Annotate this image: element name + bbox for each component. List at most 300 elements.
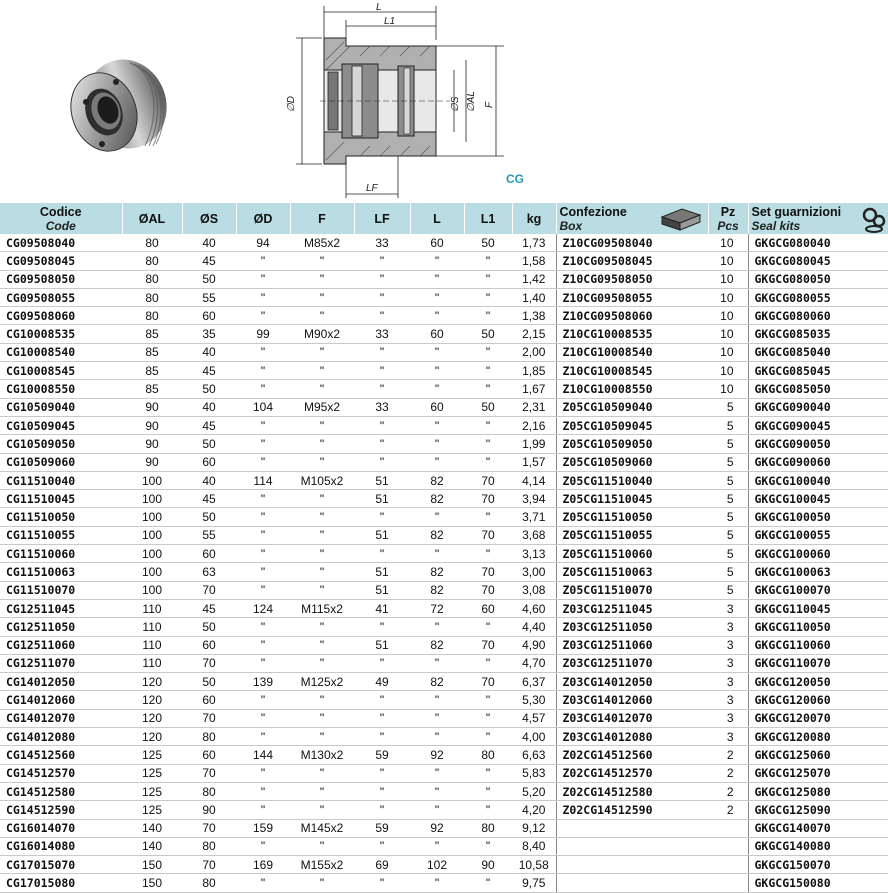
cell-l1: " bbox=[464, 618, 512, 636]
cell-seal: GKGCG100060 bbox=[748, 545, 888, 563]
cell-lf: " bbox=[354, 453, 410, 471]
cell-code: CG14012080 bbox=[0, 728, 122, 746]
cell-lf: 69 bbox=[354, 856, 410, 874]
cell-al: 125 bbox=[122, 801, 182, 819]
cell-code: CG12511050 bbox=[0, 618, 122, 636]
cell-code: CG12511045 bbox=[0, 599, 122, 617]
cell-kg: 3,00 bbox=[512, 563, 556, 581]
cell-al: 140 bbox=[122, 819, 182, 837]
cell-f: " bbox=[290, 654, 354, 672]
cell-kg: 5,20 bbox=[512, 782, 556, 800]
header-code-label: Codice bbox=[39, 204, 82, 219]
cell-l: " bbox=[410, 416, 464, 434]
cell-s: 40 bbox=[182, 234, 236, 252]
cell-box bbox=[556, 837, 708, 855]
cell-kg: 6,37 bbox=[512, 673, 556, 691]
cell-lf: 49 bbox=[354, 673, 410, 691]
table-row bbox=[0, 288, 888, 306]
cell-s: 55 bbox=[182, 288, 236, 306]
cell-code: CG14512590 bbox=[0, 801, 122, 819]
cell-l1: " bbox=[464, 874, 512, 892]
cell-seal: GKGCG110050 bbox=[748, 618, 888, 636]
cell-kg: 6,63 bbox=[512, 746, 556, 764]
cell-s: 80 bbox=[182, 782, 236, 800]
cell-kg: 1,85 bbox=[512, 362, 556, 380]
cell-al: 85 bbox=[122, 380, 182, 398]
cell-l: " bbox=[410, 307, 464, 325]
cell-pcs: 2 bbox=[708, 782, 748, 800]
cell-l: " bbox=[410, 691, 464, 709]
cell-al: 90 bbox=[122, 416, 182, 434]
cell-l1: " bbox=[464, 837, 512, 855]
cell-s: 50 bbox=[182, 508, 236, 526]
cell-lf: 33 bbox=[354, 325, 410, 343]
header-kg: kg bbox=[512, 203, 556, 234]
cell-l: 60 bbox=[410, 398, 464, 416]
cell-box: Z02CG14512560 bbox=[556, 746, 708, 764]
cell-seal: GKGCG125060 bbox=[748, 746, 888, 764]
cell-f: " bbox=[290, 252, 354, 270]
cell-al: 120 bbox=[122, 728, 182, 746]
cell-al: 140 bbox=[122, 837, 182, 855]
cell-al: 90 bbox=[122, 453, 182, 471]
product-table bbox=[0, 203, 888, 893]
cell-l1: " bbox=[464, 270, 512, 288]
table-row bbox=[0, 856, 888, 874]
cell-al: 150 bbox=[122, 874, 182, 892]
cell-s: 40 bbox=[182, 343, 236, 361]
cell-box: Z03CG12511050 bbox=[556, 618, 708, 636]
cell-l: " bbox=[410, 288, 464, 306]
cell-s: 70 bbox=[182, 709, 236, 727]
cell-l1: " bbox=[464, 545, 512, 563]
cell-lf: " bbox=[354, 288, 410, 306]
cell-pcs: 3 bbox=[708, 728, 748, 746]
header-l1: L1 bbox=[464, 203, 512, 234]
cell-f: " bbox=[290, 380, 354, 398]
cell-box: Z10CG09508045 bbox=[556, 252, 708, 270]
cell-box: Z02CG14512570 bbox=[556, 764, 708, 782]
cell-code: CG09508060 bbox=[0, 307, 122, 325]
cell-al: 110 bbox=[122, 636, 182, 654]
cell-s: 50 bbox=[182, 618, 236, 636]
cell-l: " bbox=[410, 782, 464, 800]
cell-seal: GKGCG120060 bbox=[748, 691, 888, 709]
cell-seal: GKGCG085035 bbox=[748, 325, 888, 343]
cell-f: " bbox=[290, 343, 354, 361]
cell-lf: " bbox=[354, 654, 410, 672]
cell-d: " bbox=[236, 691, 290, 709]
cell-box: Z05CG10509060 bbox=[556, 453, 708, 471]
cell-lf: " bbox=[354, 380, 410, 398]
cell-lf: 51 bbox=[354, 471, 410, 489]
cell-box: Z05CG11510055 bbox=[556, 526, 708, 544]
cell-l: " bbox=[410, 270, 464, 288]
cell-al: 110 bbox=[122, 654, 182, 672]
cell-f: " bbox=[290, 563, 354, 581]
cell-s: 60 bbox=[182, 307, 236, 325]
cell-box: Z05CG11510060 bbox=[556, 545, 708, 563]
cell-f: M115x2 bbox=[290, 599, 354, 617]
cell-f: " bbox=[290, 636, 354, 654]
table-row bbox=[0, 673, 888, 691]
cell-f: M155x2 bbox=[290, 856, 354, 874]
cell-s: 70 bbox=[182, 819, 236, 837]
cell-seal: GKGCG100070 bbox=[748, 581, 888, 599]
cell-l1: " bbox=[464, 435, 512, 453]
cell-box: Z02CG14512580 bbox=[556, 782, 708, 800]
cell-code: CG11510063 bbox=[0, 563, 122, 581]
cell-box: Z02CG14512590 bbox=[556, 801, 708, 819]
cell-f: " bbox=[290, 581, 354, 599]
cell-d: " bbox=[236, 563, 290, 581]
cell-al: 100 bbox=[122, 471, 182, 489]
cell-code: CG11510050 bbox=[0, 508, 122, 526]
cell-pcs: 3 bbox=[708, 654, 748, 672]
header-box-sub: Box bbox=[559, 218, 583, 233]
cell-s: 50 bbox=[182, 270, 236, 288]
cell-s: 45 bbox=[182, 362, 236, 380]
cell-pcs: 10 bbox=[708, 362, 748, 380]
cell-pcs: 5 bbox=[708, 526, 748, 544]
cell-box: Z10CG09508060 bbox=[556, 307, 708, 325]
cell-pcs bbox=[708, 837, 748, 855]
cell-d: " bbox=[236, 654, 290, 672]
cell-seal: GKGCG110070 bbox=[748, 654, 888, 672]
cell-seal: GKGCG080040 bbox=[748, 234, 888, 252]
cell-l: " bbox=[410, 380, 464, 398]
cell-f: " bbox=[290, 874, 354, 892]
cell-al: 85 bbox=[122, 325, 182, 343]
cell-al: 80 bbox=[122, 288, 182, 306]
cell-kg: 9,75 bbox=[512, 874, 556, 892]
cell-kg: 1,42 bbox=[512, 270, 556, 288]
cell-code: CG09508045 bbox=[0, 252, 122, 270]
cell-l: 82 bbox=[410, 581, 464, 599]
cell-lf: 51 bbox=[354, 581, 410, 599]
table-row bbox=[0, 801, 888, 819]
cell-s: 70 bbox=[182, 764, 236, 782]
cell-d: " bbox=[236, 837, 290, 855]
cell-kg: 5,83 bbox=[512, 764, 556, 782]
cell-box: Z10CG10008550 bbox=[556, 380, 708, 398]
cell-l: " bbox=[410, 728, 464, 746]
cell-d: " bbox=[236, 380, 290, 398]
cell-l: " bbox=[410, 252, 464, 270]
header-seal bbox=[748, 203, 888, 234]
cell-code: CG10509050 bbox=[0, 435, 122, 453]
cell-kg: 1,58 bbox=[512, 252, 556, 270]
cell-pcs: 10 bbox=[708, 307, 748, 325]
table-row bbox=[0, 307, 888, 325]
cell-d: " bbox=[236, 490, 290, 508]
cell-kg: 4,00 bbox=[512, 728, 556, 746]
cell-l: " bbox=[410, 453, 464, 471]
table-row bbox=[0, 435, 888, 453]
cell-d: " bbox=[236, 343, 290, 361]
cell-s: 80 bbox=[182, 728, 236, 746]
cell-d: 94 bbox=[236, 234, 290, 252]
table-row bbox=[0, 636, 888, 654]
cell-box: Z10CG09508040 bbox=[556, 234, 708, 252]
cell-kg: 2,15 bbox=[512, 325, 556, 343]
cell-s: 55 bbox=[182, 526, 236, 544]
cell-box: Z03CG12511045 bbox=[556, 599, 708, 617]
cell-d: " bbox=[236, 307, 290, 325]
cell-box: Z10CG10008545 bbox=[556, 362, 708, 380]
cell-code: CG09508040 bbox=[0, 234, 122, 252]
cell-lf: " bbox=[354, 691, 410, 709]
cell-s: 70 bbox=[182, 856, 236, 874]
cell-seal: GKGCG100040 bbox=[748, 471, 888, 489]
cell-f: M90x2 bbox=[290, 325, 354, 343]
cell-lf: " bbox=[354, 709, 410, 727]
table-row bbox=[0, 654, 888, 672]
cell-lf: 33 bbox=[354, 234, 410, 252]
header-code bbox=[0, 203, 122, 234]
cell-s: 45 bbox=[182, 490, 236, 508]
cell-box: Z05CG11510070 bbox=[556, 581, 708, 599]
table-row bbox=[0, 545, 888, 563]
cell-d: " bbox=[236, 728, 290, 746]
cell-box: Z05CG10509045 bbox=[556, 416, 708, 434]
cell-seal: GKGCG150080 bbox=[748, 874, 888, 892]
header-box bbox=[556, 203, 708, 234]
cell-s: 60 bbox=[182, 545, 236, 563]
cell-pcs: 3 bbox=[708, 709, 748, 727]
cell-seal: GKGCG120070 bbox=[748, 709, 888, 727]
cell-code: CG12511070 bbox=[0, 654, 122, 672]
table-row bbox=[0, 874, 888, 892]
cell-pcs: 3 bbox=[708, 636, 748, 654]
cell-lf: 51 bbox=[354, 563, 410, 581]
cell-lf: " bbox=[354, 545, 410, 563]
cell-d: " bbox=[236, 874, 290, 892]
cell-seal: GKGCG140080 bbox=[748, 837, 888, 855]
cell-s: 35 bbox=[182, 325, 236, 343]
cell-s: 80 bbox=[182, 837, 236, 855]
cell-code: CG14512580 bbox=[0, 782, 122, 800]
dim-L-label: L bbox=[376, 2, 382, 13]
cell-s: 90 bbox=[182, 801, 236, 819]
table-row bbox=[0, 490, 888, 508]
cell-seal: GKGCG080060 bbox=[748, 307, 888, 325]
cell-l: " bbox=[410, 837, 464, 855]
cell-kg: 5,30 bbox=[512, 691, 556, 709]
cell-l1: " bbox=[464, 380, 512, 398]
cell-l1: 70 bbox=[464, 673, 512, 691]
cell-code: CG10008545 bbox=[0, 362, 122, 380]
cell-d: " bbox=[236, 709, 290, 727]
cell-code: CG14012060 bbox=[0, 691, 122, 709]
table-row bbox=[0, 270, 888, 288]
cell-l: " bbox=[410, 508, 464, 526]
cell-d: " bbox=[236, 618, 290, 636]
table-row bbox=[0, 764, 888, 782]
cell-d: " bbox=[236, 416, 290, 434]
cell-l1: " bbox=[464, 654, 512, 672]
cell-seal: GKGCG090045 bbox=[748, 416, 888, 434]
cell-l: " bbox=[410, 545, 464, 563]
cell-kg: 4,70 bbox=[512, 654, 556, 672]
cell-seal: GKGCG085040 bbox=[748, 343, 888, 361]
cell-al: 100 bbox=[122, 581, 182, 599]
cell-kg: 4,14 bbox=[512, 471, 556, 489]
cell-pcs: 10 bbox=[708, 380, 748, 398]
cell-l: " bbox=[410, 618, 464, 636]
cell-s: 60 bbox=[182, 636, 236, 654]
cell-d: " bbox=[236, 526, 290, 544]
cell-kg: 2,31 bbox=[512, 398, 556, 416]
cell-l1: 50 bbox=[464, 398, 512, 416]
table-row bbox=[0, 398, 888, 416]
cell-lf: " bbox=[354, 343, 410, 361]
cell-f: " bbox=[290, 782, 354, 800]
cell-l: 60 bbox=[410, 325, 464, 343]
cell-pcs: 5 bbox=[708, 471, 748, 489]
cell-code: CG16014080 bbox=[0, 837, 122, 855]
cell-code: CG11510040 bbox=[0, 471, 122, 489]
cell-d: " bbox=[236, 453, 290, 471]
cell-f: " bbox=[290, 490, 354, 508]
cell-f: " bbox=[290, 416, 354, 434]
cell-pcs: 3 bbox=[708, 599, 748, 617]
cell-f: " bbox=[290, 526, 354, 544]
cell-f: " bbox=[290, 837, 354, 855]
cell-al: 80 bbox=[122, 270, 182, 288]
cell-pcs: 3 bbox=[708, 618, 748, 636]
cell-kg: 3,68 bbox=[512, 526, 556, 544]
seal-kit-icon bbox=[862, 207, 886, 233]
cell-seal: GKGCG120080 bbox=[748, 728, 888, 746]
cell-pcs: 5 bbox=[708, 416, 748, 434]
cell-s: 45 bbox=[182, 599, 236, 617]
cell-lf: " bbox=[354, 801, 410, 819]
cell-box: Z05CG11510045 bbox=[556, 490, 708, 508]
cell-d: 159 bbox=[236, 819, 290, 837]
cell-lf: 51 bbox=[354, 490, 410, 508]
cell-lf: 59 bbox=[354, 746, 410, 764]
table-row bbox=[0, 380, 888, 398]
cell-pcs: 3 bbox=[708, 673, 748, 691]
cell-l1: " bbox=[464, 691, 512, 709]
header-l: L bbox=[410, 203, 464, 234]
cell-d: " bbox=[236, 636, 290, 654]
cell-seal: GKGCG090060 bbox=[748, 453, 888, 471]
product-figure-area bbox=[0, 0, 888, 203]
product-photo bbox=[64, 54, 176, 164]
cell-seal: GKGCG100045 bbox=[748, 490, 888, 508]
cell-box: Z10CG09508050 bbox=[556, 270, 708, 288]
cell-s: 50 bbox=[182, 380, 236, 398]
cell-kg: 4,57 bbox=[512, 709, 556, 727]
table-header-row bbox=[0, 203, 888, 234]
cell-box: Z05CG10509040 bbox=[556, 398, 708, 416]
cell-s: 40 bbox=[182, 471, 236, 489]
table-row bbox=[0, 728, 888, 746]
cell-al: 125 bbox=[122, 746, 182, 764]
dim-S-label: ∅S bbox=[450, 96, 461, 112]
cell-lf: " bbox=[354, 837, 410, 855]
cell-f: " bbox=[290, 307, 354, 325]
cell-kg: 2,00 bbox=[512, 343, 556, 361]
cell-l: " bbox=[410, 343, 464, 361]
cell-l1: 90 bbox=[464, 856, 512, 874]
cell-al: 125 bbox=[122, 782, 182, 800]
cell-lf: 33 bbox=[354, 398, 410, 416]
cell-seal: GKGCG090050 bbox=[748, 435, 888, 453]
cell-seal: GKGCG085045 bbox=[748, 362, 888, 380]
table-row bbox=[0, 453, 888, 471]
cell-seal: GKGCG110060 bbox=[748, 636, 888, 654]
cell-s: 50 bbox=[182, 435, 236, 453]
cell-kg: 1,57 bbox=[512, 453, 556, 471]
cell-d: " bbox=[236, 545, 290, 563]
cell-l1: " bbox=[464, 362, 512, 380]
table-row bbox=[0, 691, 888, 709]
cell-pcs: 5 bbox=[708, 563, 748, 581]
cell-l: 92 bbox=[410, 746, 464, 764]
cell-f: " bbox=[290, 362, 354, 380]
cell-lf: " bbox=[354, 252, 410, 270]
cell-box: Z03CG14012050 bbox=[556, 673, 708, 691]
cell-f: " bbox=[290, 435, 354, 453]
cell-lf: " bbox=[354, 307, 410, 325]
dim-F-label: F bbox=[484, 101, 495, 108]
cell-l: 72 bbox=[410, 599, 464, 617]
cell-d: " bbox=[236, 435, 290, 453]
cell-pcs: 2 bbox=[708, 801, 748, 819]
cell-f: M85x2 bbox=[290, 234, 354, 252]
cell-pcs: 5 bbox=[708, 490, 748, 508]
cell-f: " bbox=[290, 709, 354, 727]
cell-seal: GKGCG120050 bbox=[748, 673, 888, 691]
cell-d: " bbox=[236, 581, 290, 599]
cell-l1: " bbox=[464, 764, 512, 782]
cell-lf: 51 bbox=[354, 526, 410, 544]
cell-code: CG14512570 bbox=[0, 764, 122, 782]
model-label: CG bbox=[506, 172, 524, 186]
cell-seal: GKGCG100063 bbox=[748, 563, 888, 581]
cell-d: 104 bbox=[236, 398, 290, 416]
cell-f: M130x2 bbox=[290, 746, 354, 764]
cell-seal: GKGCG140070 bbox=[748, 819, 888, 837]
cell-kg: 4,60 bbox=[512, 599, 556, 617]
cell-l1: 80 bbox=[464, 746, 512, 764]
cell-l1: " bbox=[464, 801, 512, 819]
cell-lf: " bbox=[354, 618, 410, 636]
cell-l: " bbox=[410, 764, 464, 782]
box-icon bbox=[660, 207, 702, 231]
header-pcs-sub: Pcs bbox=[717, 218, 739, 233]
cell-seal: GKGCG110045 bbox=[748, 599, 888, 617]
cell-f: " bbox=[290, 270, 354, 288]
cell-pcs: 5 bbox=[708, 398, 748, 416]
table-row bbox=[0, 362, 888, 380]
cell-kg: 3,13 bbox=[512, 545, 556, 563]
cell-l1: 70 bbox=[464, 471, 512, 489]
cell-l1: " bbox=[464, 453, 512, 471]
cell-d: 169 bbox=[236, 856, 290, 874]
cell-d: " bbox=[236, 801, 290, 819]
cell-kg: 8,40 bbox=[512, 837, 556, 855]
cell-lf: 41 bbox=[354, 599, 410, 617]
cell-lf: " bbox=[354, 782, 410, 800]
header-pcs-label: Pz bbox=[720, 204, 736, 219]
cell-pcs: 10 bbox=[708, 252, 748, 270]
table-row bbox=[0, 782, 888, 800]
cell-seal: GKGCG125070 bbox=[748, 764, 888, 782]
